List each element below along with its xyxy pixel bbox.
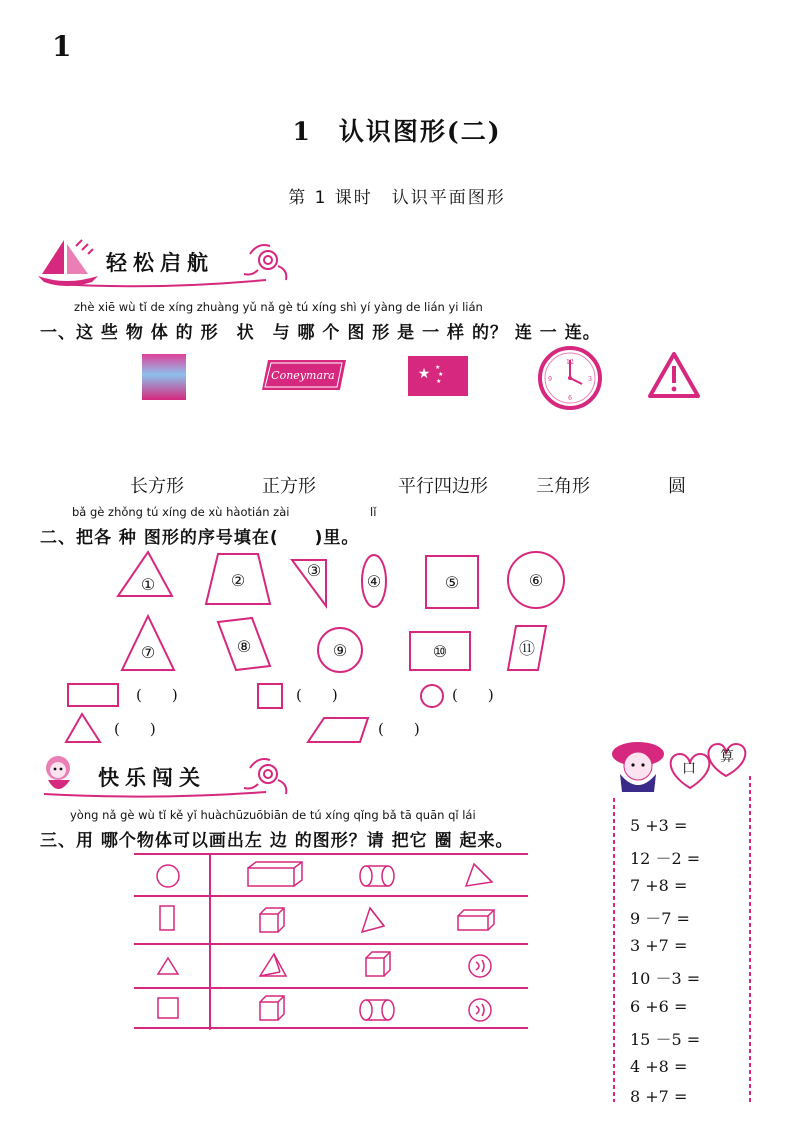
shape-number-5: ⑤ <box>444 573 460 592</box>
row4-ball-icon <box>469 999 491 1021</box>
svg-text:★: ★ <box>435 364 441 371</box>
shape-number-2: ② <box>230 571 246 590</box>
oral-problem: 7 +8 = <box>630 876 688 895</box>
shape-number-4: ④ <box>366 572 382 591</box>
answer-paren-parallelogram: ( ) <box>378 720 420 738</box>
answer-paren-circle: ( ) <box>452 686 494 704</box>
answer-triangle-icon <box>66 714 100 742</box>
start-banner-title: 轻松启航 <box>106 251 214 275</box>
row4-target-square <box>158 998 178 1018</box>
row3-cube-icon <box>366 952 390 976</box>
row3-pyramid-icon <box>260 954 286 976</box>
svg-text:3: 3 <box>588 376 592 383</box>
pass-banner-title: 快乐闯关 <box>98 766 206 790</box>
q1-label-rectangle: 长方形 <box>130 476 184 497</box>
q3-text: 三、用 哪个物体可以画出左 边 的图形？请 把它 圈 起来。 <box>40 831 514 851</box>
page-title: 1 认识图形(二) <box>292 117 502 146</box>
shape-number-9: ⑨ <box>332 641 348 660</box>
tissue-box-picture <box>142 354 186 400</box>
row4-cylinder-icon <box>360 1000 394 1020</box>
q1-label-parallelogram: 平行四边形 <box>398 476 488 497</box>
cartoon-girl-icon <box>46 756 70 789</box>
q2-shapes <box>60 548 580 744</box>
q1-label-triangle: 三角形 <box>536 476 590 497</box>
q1-label-square: 正方形 <box>262 476 316 497</box>
oral-label-kou: 口 <box>682 761 696 777</box>
sign-text: Coneymara <box>271 369 335 382</box>
row2-pyramid-icon <box>362 908 384 932</box>
q1-pinyin: zhè xiē wù tǐ de xíng zhuàng yǔ nǎ gè tú xíng shì yí yàng de lián yi lián <box>74 300 483 314</box>
row4-cube-icon <box>260 996 284 1020</box>
svg-text:12: 12 <box>566 359 574 366</box>
sailboat-icon <box>38 240 98 286</box>
answer-paren-rectangle: ( ) <box>136 686 178 704</box>
answer-paren-square: ( ) <box>296 686 338 704</box>
oral-problem: 4 +8 = <box>630 1057 688 1076</box>
q3-pinyin: yòng nǎ gè wù tǐ kě yǐ huàchūzuōbiān de tú xíng qǐng bǎ tā quān qǐ lái <box>70 808 476 822</box>
row1-cylinder-icon <box>360 866 394 886</box>
shape-number-3: ③ <box>306 561 322 580</box>
girl-with-hat-icon <box>612 742 664 792</box>
answer-circle-icon <box>421 685 443 707</box>
svg-text:★: ★ <box>417 366 431 382</box>
q2-pinyin: bǎ gè zhǒng tú xíng de xù hàotián zài <box>72 505 290 519</box>
shape-number-8: ⑧ <box>236 637 252 656</box>
q1-label-circle: 圆 <box>668 476 686 497</box>
oral-problem: 6 +6 = <box>630 997 688 1016</box>
q1-object-pictures <box>136 344 716 414</box>
answer-square-icon <box>258 684 282 708</box>
svg-text:6: 6 <box>568 395 572 402</box>
row1-cuboid-icon <box>248 862 302 886</box>
page-number: 1 <box>52 30 72 63</box>
oral-problem: 10 －3 = <box>630 969 701 988</box>
answer-paren-triangle: ( ) <box>114 720 156 738</box>
q3-table <box>130 848 532 1034</box>
oral-problem: 3 +7 = <box>630 936 688 955</box>
answer-rectangle-icon <box>68 684 118 706</box>
row2-cube-icon <box>260 908 284 932</box>
clock-picture <box>540 348 600 408</box>
oral-problem: 8 +7 = <box>630 1087 688 1106</box>
swirl-ornament-icon <box>244 245 286 280</box>
swirl-ornament-icon <box>244 759 286 794</box>
oral-problem: 5 +3 = <box>630 816 688 835</box>
row3-target-triangle <box>158 958 178 974</box>
svg-text:★: ★ <box>438 371 444 378</box>
row1-target-circle <box>157 865 179 887</box>
oral-label-suan: 算 <box>720 749 734 765</box>
row3-ball-icon <box>469 955 491 977</box>
answer-parallelogram-icon <box>308 718 368 742</box>
svg-text:★: ★ <box>436 378 442 385</box>
sign-picture <box>262 360 346 390</box>
svg-text:9: 9 <box>548 376 552 383</box>
q2-pinyin-li: lǐ <box>370 505 377 519</box>
q1-text: 一、这 些 物 体 的 形 状 与 哪 个 图 形 是 一 样 的？ 连 一 连。 <box>40 323 601 343</box>
warning-sign-picture <box>650 354 698 396</box>
row2-target-rectangle <box>160 906 174 930</box>
oral-problem: 9 －7 = <box>630 909 690 928</box>
q2-text: 二、把各 种 图形的序号填在( )里。 <box>40 528 360 548</box>
oral-problem: 12 －2 = <box>630 849 701 868</box>
lesson-subtitle: 第 1 课时 认识平面图形 <box>288 188 506 208</box>
shape-number-1: ① <box>140 575 156 594</box>
shape-number-10: ⑩ <box>432 642 448 661</box>
row1-pyramid-icon <box>466 864 492 886</box>
flag-picture <box>408 356 468 396</box>
oral-problem: 15 －5 = <box>630 1030 701 1049</box>
shape-number-11: ⑪ <box>518 639 536 658</box>
shape-number-7: ⑦ <box>140 643 156 662</box>
shape-number-6: ⑥ <box>528 571 544 590</box>
row2-cuboid-icon <box>458 910 494 930</box>
